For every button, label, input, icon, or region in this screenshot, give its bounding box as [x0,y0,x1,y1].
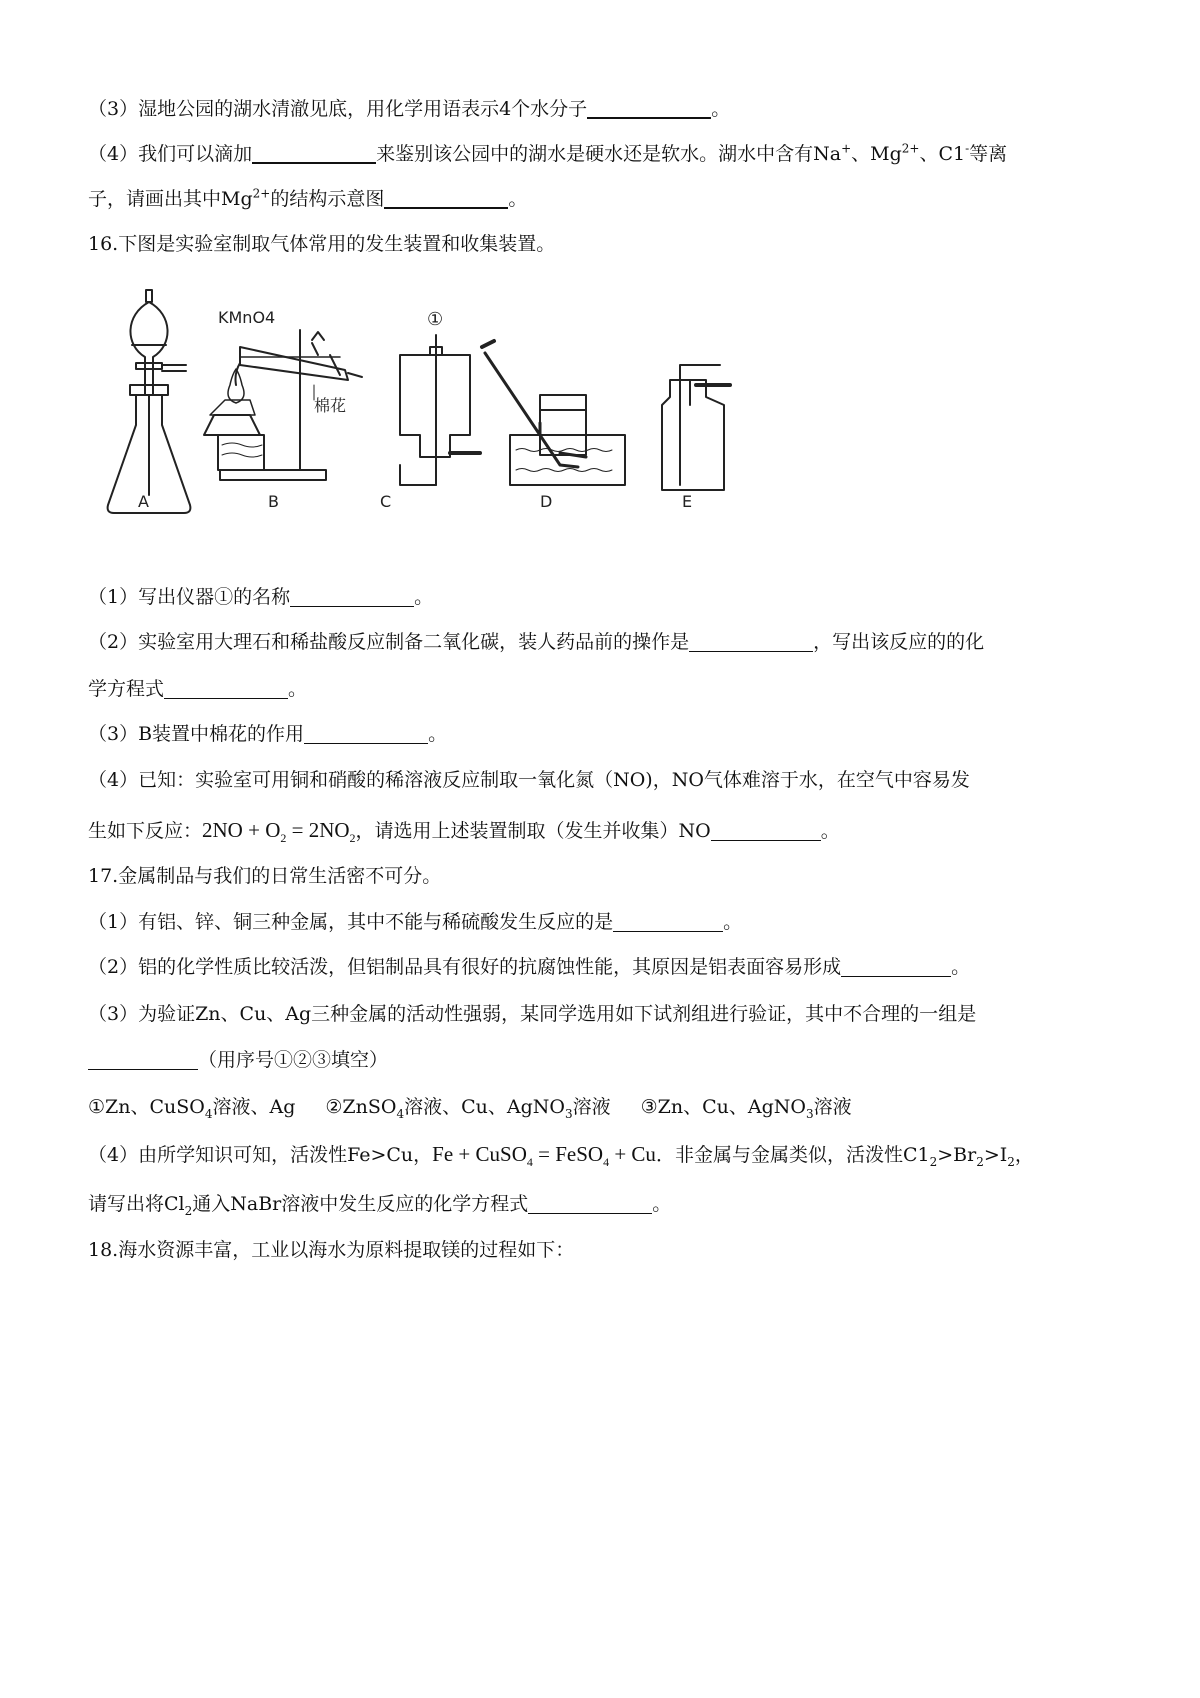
answer-blank[interactable] [841,956,951,977]
answer-blank[interactable] [528,1193,652,1214]
label-c: C [380,492,392,511]
apparatus-drawing [100,285,860,555]
q17-part3-line2: （用序号①②③填空） [88,1046,388,1074]
label-d: D [540,492,553,511]
q15-part4-line2: 子，请画出其中$Mg^{2+}$的结构示意图 。 [88,186,528,210]
lab-apparatus-figure [100,285,860,555]
displacement-equation: Fe + CuSO$_4$ = FeSO$_4$ + Cu [432,1142,656,1170]
apparatus-d [482,341,625,485]
label-b: B [268,492,279,511]
answer-blank[interactable] [587,97,711,119]
answer-blank[interactable] [711,820,821,841]
option-2: ②ZnSO$_4$溶液、Cu、AgNO$_3$溶液 [325,1096,611,1121]
q17-stem: 17.金属制品与我们的日常生活密不可分。 [88,865,442,887]
option-1: ①Zn、CuSO$_4$溶液、Ag [88,1096,296,1121]
q15-part3: （3）湿地公园的湖水清澈见底，用化学用语表示4个水分子 。 [88,98,731,120]
q17-part3-line1: （3）为验证Zn、Cu、Ag三种金属的活动性强弱，某同学选用如下试剂组进行验证，其中不合理的一组是 [88,1003,977,1025]
apparatus-e [662,365,730,490]
apparatus-c [400,335,480,485]
label-e: E [682,492,693,511]
q17-part1: （1）有铝、锌、铜三种金属，其中不能与稀硫酸发生反应的是 。 [88,911,743,933]
apparatus-a [108,290,191,513]
answer-blank[interactable] [613,911,723,932]
q16-part4-line1: （4）已知：实验室可用铜和硝酸的稀溶液反应制取一氧化氮（NO)，NO气体难溶于水，在空气中容易发 [88,769,970,791]
instrument-1-label: ① [427,309,444,330]
answer-blank[interactable] [252,142,376,164]
q18-stem: 18.海水资源丰富，工业以海水为原料提取镁的过程如下： [88,1239,575,1261]
no-oxidation-equation: $2NO + O_2 = 2NO_2$ [202,818,356,846]
q17-part4-line1: （4）由所学知识可知，活泼性Fe>Cu，Fe + CuSO$_4$ = FeSO$_4$ + Cu．非金属与金属类似，活泼性$C1_2>Br_2>I_2$， [88,1142,1034,1170]
q16-part3: （3）B装置中棉花的作用 。 [88,723,448,745]
cotton-label: 棉花 [314,396,347,415]
option-3: ③Zn、Cu、AgNO$_3$溶液 [640,1096,852,1121]
q16-stem: 16.下图是实验室制取气体常用的发生装置和收集装置。 [88,233,556,255]
answer-blank[interactable] [689,631,813,652]
answer-blank[interactable] [384,187,508,209]
q17-options [88,1093,852,1121]
answer-blank[interactable] [304,723,428,744]
q16-part4-line2: 生如下反应：$2NO + O_2 = 2NO_2$，请选用上述装置制取（发生并收集）NO 。 [88,818,840,846]
answer-blank[interactable] [88,1049,198,1070]
label-a: A [138,492,149,511]
kmno4-label: KMnO4 [218,308,276,327]
q17-part4-line2: 请写出将$Cl_2$通入NaBr溶液中发生反应的化学方程式 。 [88,1193,672,1218]
answer-blank[interactable] [290,586,414,607]
q16-part2-line2: 学方程式 。 [88,678,308,700]
q16-part2-line1: （2）实验室用大理石和稀盐酸反应制备二氧化碳，装人药品前的操作是 ，写出该反应的的化 [88,631,985,653]
q15-part4-line1: （4）我们可以滴加 来鉴别该公园中的湖水是硬水还是软水。湖水中含有Na+、$Mg^{2+}$、C1-等离 [88,141,1008,165]
q17-part2: （2）铝的化学性质比较活泼，但铝制品具有很好的抗腐蚀性能，其原因是铝表面容易形成 。 [88,956,971,978]
q16-part1: （1）写出仪器①的名称 。 [88,586,434,608]
answer-blank[interactable] [164,678,288,699]
